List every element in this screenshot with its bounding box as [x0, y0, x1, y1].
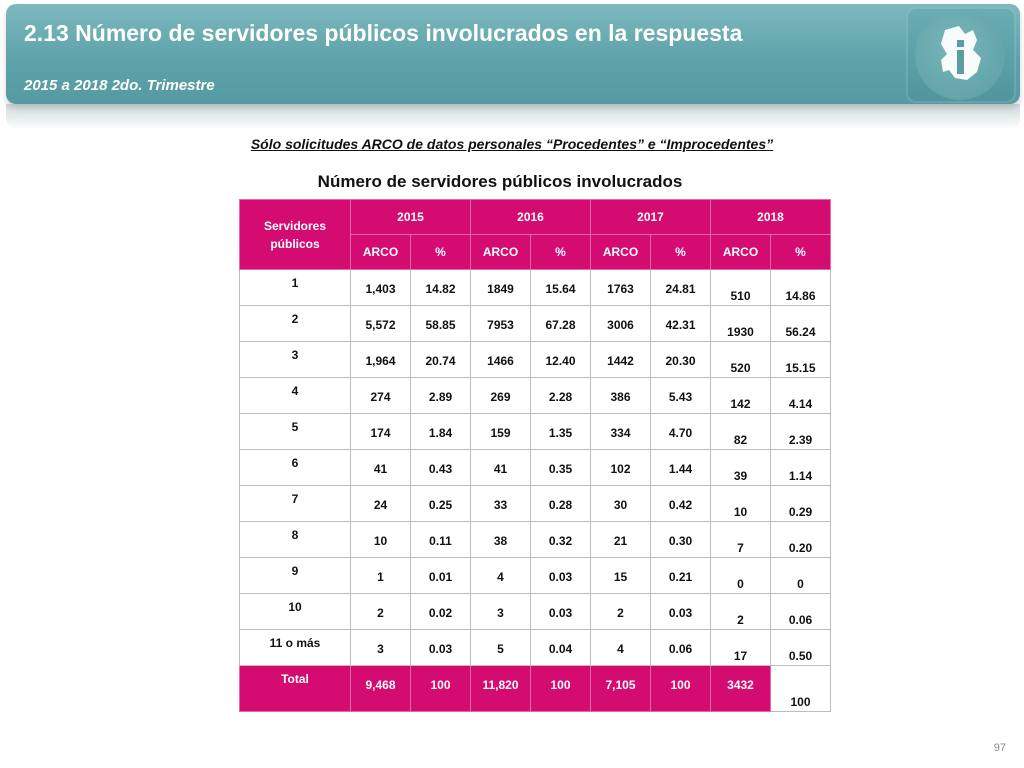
table-cell: 12.40	[531, 342, 591, 378]
table-cell: 174	[351, 414, 411, 450]
table-cell: 269	[471, 378, 531, 414]
table-cell: 39	[711, 450, 771, 486]
table-cell: 1930	[711, 306, 771, 342]
table-cell: 1466	[471, 342, 531, 378]
table-cell: 14.82	[411, 270, 471, 306]
table-cell: 11,820	[471, 666, 531, 712]
table-cell: 3	[471, 594, 531, 630]
table-cell: 56.24	[771, 306, 831, 342]
sub-header: %	[531, 235, 591, 270]
table-cell: 0.30	[651, 522, 711, 558]
row-label: 2	[240, 306, 351, 342]
table-cell: 2.28	[531, 378, 591, 414]
table-cell: 0.20	[771, 522, 831, 558]
table-cell: 0.42	[651, 486, 711, 522]
table-cell: 42.31	[651, 306, 711, 342]
table-cell: 274	[351, 378, 411, 414]
banner-shadow	[6, 104, 1020, 130]
table-cell: 2	[711, 594, 771, 630]
table-cell: 159	[471, 414, 531, 450]
table-cell: 0.50	[771, 630, 831, 666]
table-cell: 3	[351, 630, 411, 666]
table-cell: 15.15	[771, 342, 831, 378]
page-number: 97	[993, 742, 1006, 754]
table-cell: 100	[531, 666, 591, 712]
table-cell: 15	[591, 558, 651, 594]
table-cell: 334	[591, 414, 651, 450]
row-label: 5	[240, 414, 351, 450]
page-subtitle: 2015 a 2018 2do. Trimestre	[24, 77, 215, 94]
table-row	[240, 450, 831, 486]
table-cell: 10	[711, 486, 771, 522]
table-cell: 520	[711, 342, 771, 378]
table-cell: 67.28	[531, 306, 591, 342]
table-row	[240, 306, 831, 342]
table-cell: 5.43	[651, 378, 711, 414]
servers-table	[239, 199, 831, 712]
table-cell: 24.81	[651, 270, 711, 306]
table-cell: 20.30	[651, 342, 711, 378]
row-label: 10	[240, 594, 351, 630]
year-header-2017: 2017	[591, 200, 711, 235]
table-title: Número de servidores públicos involucrados	[317, 172, 683, 191]
corner-header: Servidores públicos	[240, 200, 351, 270]
sub-header: %	[411, 235, 471, 270]
table-cell: 1.14	[771, 450, 831, 486]
table-cell: 3006	[591, 306, 651, 342]
table-cell: 1442	[591, 342, 651, 378]
table-row	[240, 378, 831, 414]
table-cell: 7	[711, 522, 771, 558]
table-cell: 0.25	[411, 486, 471, 522]
table-cell: 0.03	[651, 594, 711, 630]
table-cell: 0	[711, 558, 771, 594]
year-header-row	[240, 200, 831, 235]
table-cell: 0.04	[531, 630, 591, 666]
table-cell: 33	[471, 486, 531, 522]
table-row	[240, 270, 831, 306]
table-cell: 82	[711, 414, 771, 450]
table-row	[240, 414, 831, 450]
table-cell: 58.85	[411, 306, 471, 342]
year-header-2018: 2018	[711, 200, 831, 235]
table-cell: 41	[351, 450, 411, 486]
row-label: 6	[240, 450, 351, 486]
table-cell: 1.84	[411, 414, 471, 450]
table-cell: 102	[591, 450, 651, 486]
year-header-2016: 2016	[471, 200, 591, 235]
row-label: 9	[240, 558, 351, 594]
table-cell: 0.32	[531, 522, 591, 558]
sub-header: ARCO	[711, 235, 771, 270]
table-cell: 14.86	[771, 270, 831, 306]
table-cell: 1849	[471, 270, 531, 306]
table-cell: 0.06	[771, 594, 831, 630]
table-cell: 142	[711, 378, 771, 414]
table-row	[240, 630, 831, 666]
table-cell: 41	[471, 450, 531, 486]
table-cell: 20.74	[411, 342, 471, 378]
table-cell: 0.21	[651, 558, 711, 594]
table-row	[240, 594, 831, 630]
table-cell: 0	[771, 558, 831, 594]
table-cell: 30	[591, 486, 651, 522]
row-label: 8	[240, 522, 351, 558]
page-title: 2.13 Número de servidores públicos involucrados en la respuesta	[24, 20, 743, 46]
total-row	[240, 666, 831, 712]
header-banner	[6, 4, 1020, 104]
table-cell: 4.14	[771, 378, 831, 414]
table-cell: 1,403	[351, 270, 411, 306]
table-cell: 0.28	[531, 486, 591, 522]
table-cell: 1	[351, 558, 411, 594]
table-cell: 0.03	[531, 558, 591, 594]
table-cell: 1,964	[351, 342, 411, 378]
row-label: 7	[240, 486, 351, 522]
table-cell: 0.43	[411, 450, 471, 486]
table-cell: 0.02	[411, 594, 471, 630]
table-cell: 1.44	[651, 450, 711, 486]
table-cell: 9,468	[351, 666, 411, 712]
table-cell: 100	[411, 666, 471, 712]
table-cell: 4	[591, 630, 651, 666]
table-cell: 4.70	[651, 414, 711, 450]
table-cell: 15.64	[531, 270, 591, 306]
cdmx-emblem-icon	[915, 10, 1005, 100]
table-cell: 2	[351, 594, 411, 630]
table-caption: Sólo solicitudes ARCO de datos personales “Procedentes” e “Improcedentes”	[250, 136, 774, 152]
table-cell: 1763	[591, 270, 651, 306]
table-cell: 17	[711, 630, 771, 666]
table-cell: 38	[471, 522, 531, 558]
table-row	[240, 558, 831, 594]
table-cell: 100	[771, 666, 831, 712]
row-label: 3	[240, 342, 351, 378]
year-header-2015: 2015	[351, 200, 471, 235]
table-cell: 2.39	[771, 414, 831, 450]
table-cell: 0.11	[411, 522, 471, 558]
table-cell: 510	[711, 270, 771, 306]
table-cell: 5	[471, 630, 531, 666]
sub-header: ARCO	[591, 235, 651, 270]
row-label: 1	[240, 270, 351, 306]
row-label: Total	[240, 666, 351, 712]
table-row	[240, 486, 831, 522]
logo-box	[906, 7, 1016, 103]
table-cell: 0.03	[531, 594, 591, 630]
table-row	[240, 522, 831, 558]
table-cell: 5,572	[351, 306, 411, 342]
table-cell: 100	[651, 666, 711, 712]
table-cell: 0.29	[771, 486, 831, 522]
table-cell: 0.06	[651, 630, 711, 666]
table-cell: 2	[591, 594, 651, 630]
table-cell: 1.35	[531, 414, 591, 450]
table-cell: 0.35	[531, 450, 591, 486]
table-cell: 24	[351, 486, 411, 522]
table-cell: 2.89	[411, 378, 471, 414]
sub-header: ARCO	[351, 235, 411, 270]
sub-header: ARCO	[471, 235, 531, 270]
table-cell: 21	[591, 522, 651, 558]
table-cell: 7953	[471, 306, 531, 342]
table-cell: 0.03	[411, 630, 471, 666]
sub-header: %	[651, 235, 711, 270]
row-label: 4	[240, 378, 351, 414]
table-cell: 386	[591, 378, 651, 414]
sub-header: %	[771, 235, 831, 270]
table-cell: 10	[351, 522, 411, 558]
table-cell: 0.01	[411, 558, 471, 594]
table-row	[240, 342, 831, 378]
table-cell: 3432	[711, 666, 771, 712]
row-label: 11 o más	[240, 630, 351, 666]
table-cell: 4	[471, 558, 531, 594]
table-cell: 7,105	[591, 666, 651, 712]
